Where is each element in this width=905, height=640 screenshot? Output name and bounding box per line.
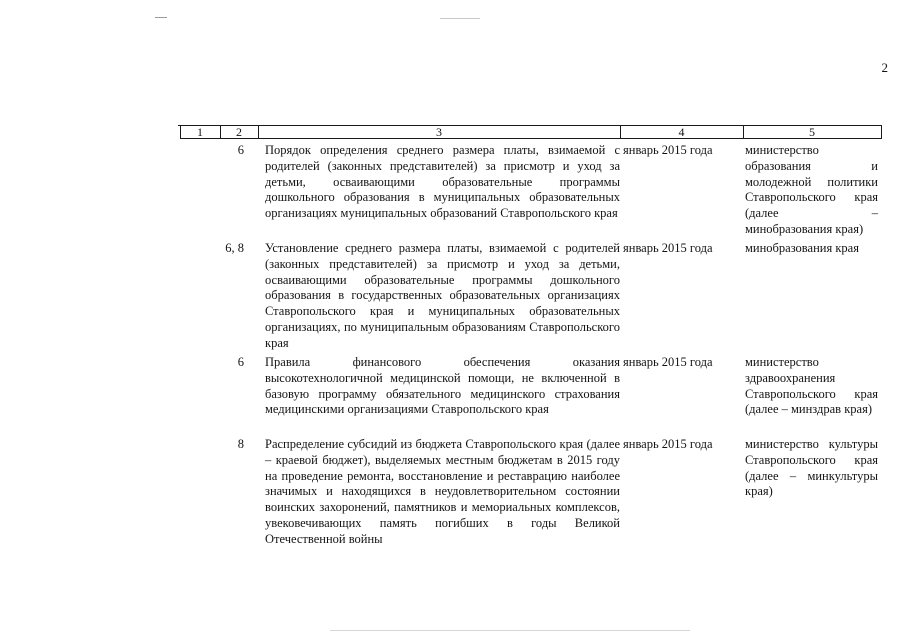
header-col-3: 3 bbox=[436, 125, 442, 139]
header-col-1: 1 bbox=[197, 125, 203, 139]
row-deadline: январь 2015 года bbox=[623, 241, 713, 255]
row-basis-number: 8 bbox=[237, 437, 244, 451]
row-description: Установление среднего размера платы, взимаемой с родителей (законных представителей) за присмотр и уход за детьми, осваивающими образовательные программы дошкольного образования в государственных образовательных организациях Ставропольского края и муниципальных образовательных организациях, по муниципальным образованиям Ставропольского края bbox=[265, 241, 620, 350]
table-header bbox=[178, 125, 882, 139]
scan-artifact bbox=[440, 18, 480, 19]
page-number: 2 bbox=[881, 60, 888, 75]
row-description: Распределение субсидий из бюджета Ставропольского края (далее – краевой бюджет), выделяемых местным бюджетам в 2015 году на проведение ремонта, восстановление и реставрацию наиболее значимых и находящихся в неудовлетворительном состоянии воинских захоронений, памятников и мемориальных комплексов, увековечивающих память погибших в годы Великой Отечественной войны bbox=[265, 437, 620, 546]
header-col-4: 4 bbox=[678, 125, 685, 139]
row-description: Порядок определения среднего размера платы, взимаемой с родителей (законных представителей) за присмотр и уход за детьми, осваивающими образовательные программы дошкольного образования в муниципальных образовательных организациях муниципальных образований Ставропольского края bbox=[265, 143, 620, 221]
row-responsible: министерство культуры Ставропольского края (далее – минкультуры края) bbox=[745, 437, 878, 499]
row-deadline: январь 2015 года bbox=[623, 437, 713, 451]
scan-artifact bbox=[155, 17, 167, 18]
row-responsible: министерство образования и молодежной политики Ставропольского края (далее – минобразования края) bbox=[745, 143, 878, 236]
row-responsible: министерство здравоохранения Ставропольского края (далее – минздрав края) bbox=[745, 355, 878, 417]
row-responsible: минобразования края bbox=[745, 241, 859, 255]
row-deadline: январь 2015 года bbox=[623, 355, 713, 369]
scan-artifact bbox=[330, 630, 690, 631]
row-basis-number: 6 bbox=[237, 143, 244, 157]
header-col-2: 2 bbox=[236, 125, 242, 139]
row-basis-number: 6, 8 bbox=[225, 241, 244, 255]
row-description: Правила финансового обеспечения оказания высокотехнологичной медицинской помощи, не включенной в базовую программу обязательного медицинского страхования медицинскими организациями Ставропольского края bbox=[265, 355, 620, 417]
header-col-5: 5 bbox=[809, 125, 815, 139]
header-divider bbox=[881, 125, 882, 139]
row-basis-number: 6 bbox=[237, 355, 244, 369]
row-deadline: январь 2015 года bbox=[623, 143, 713, 157]
